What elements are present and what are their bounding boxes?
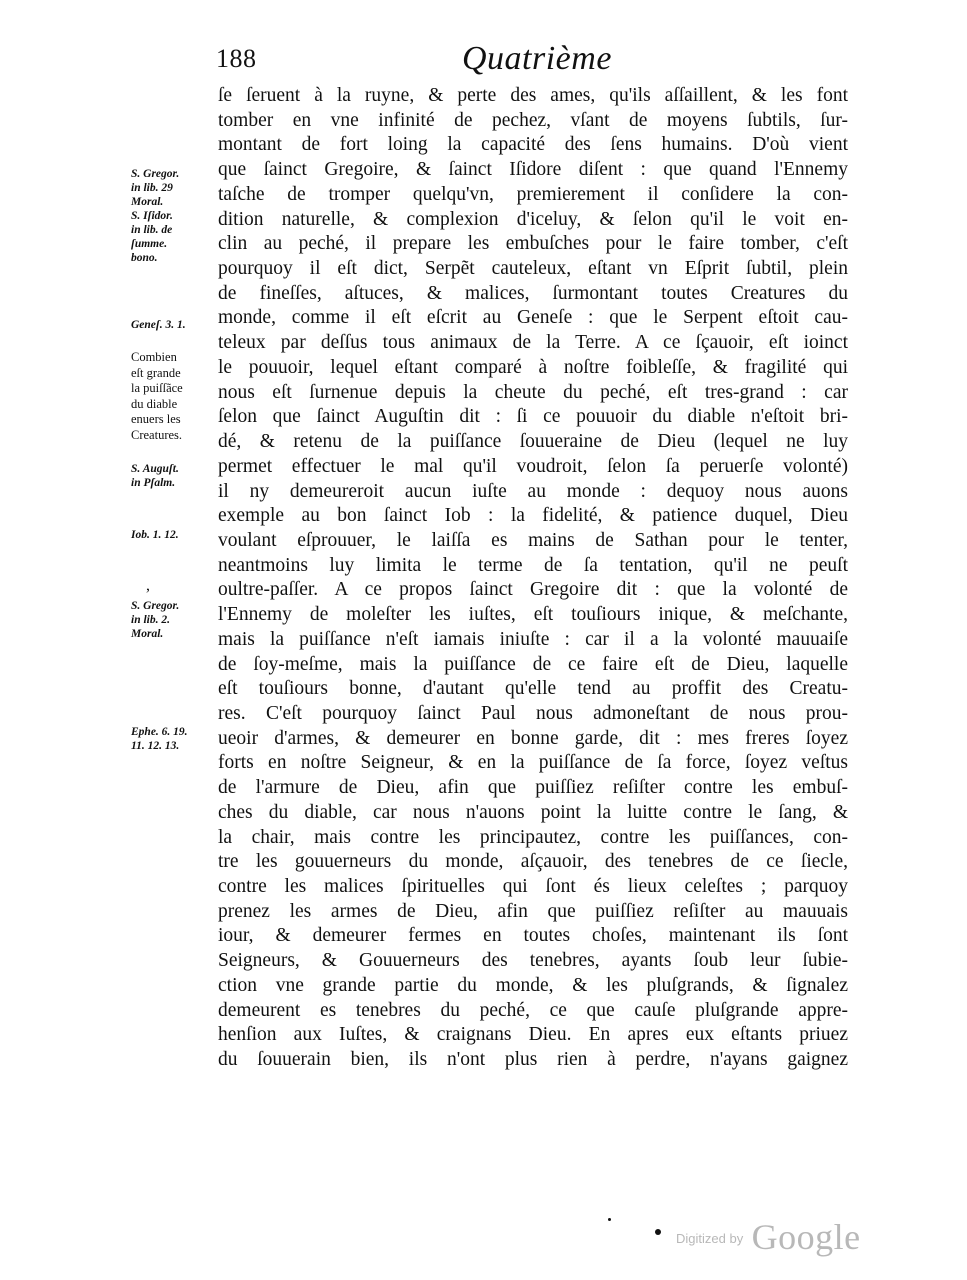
margin-note-line: Moral. bbox=[131, 628, 164, 640]
text-line: iour, & demeurer fermes en toutes choſes, maintenant ils ſont bbox=[218, 925, 848, 947]
text-line: demeurent es tenebres du peché, ce que cauſe pluſgrande appre- bbox=[218, 999, 848, 1021]
text-line: nous eſt ſurnenue depuis la cheute du peché, eſt tres-grand : car bbox=[218, 381, 848, 403]
text-line: permet effectuer le mal qu'il voudroit, ſelon ſa peruerſe volonté) bbox=[218, 455, 848, 477]
margin-note-line: Ephe. 6. 19. bbox=[131, 726, 188, 738]
text-line: il ny demeureroit aucun iuſte au monde : dequoy nous auons bbox=[218, 480, 848, 502]
text-line: forts en noſtre Seigneur, & en la puiſſance de ſa force, ſoyez veſtus bbox=[218, 752, 848, 774]
margin-note-line: bono. bbox=[131, 252, 158, 264]
text-line: dé, & retenu de la puiſſance ſouueraine de Dieu (lequel ne luy bbox=[218, 431, 848, 453]
margin-note-line: in lib. de bbox=[131, 224, 173, 236]
text-line: eſt touſiours bonne, d'autant qu'elle tend au proffit des Creatu- bbox=[218, 678, 848, 700]
text-line: de fineſſes, aſtuces, & malices, ſurmontant toutes Creatures du bbox=[218, 282, 848, 304]
text-line: exemple au bon ſainct Iob : la fidelité, & patience duquel, Dieu bbox=[218, 505, 848, 527]
text-line: ueoir d'armes, & demeurer en bonne garde, dit : mes freres ſoyez bbox=[218, 727, 848, 749]
text-line: tomber en vne infinité de pechez, vſant de moyens ſubtils, ſur- bbox=[218, 109, 848, 131]
margin-note-gregor-isidor bbox=[131, 167, 215, 265]
margin-note-job bbox=[131, 528, 215, 542]
text-line: Seigneurs, & Gouuerneurs des tenebres, ayants ſoub leur ſubie- bbox=[218, 950, 848, 972]
margin-note-line: S. Gregor. bbox=[131, 600, 180, 612]
margin-note-line: ſumme. bbox=[131, 238, 168, 250]
margin-note-line: in Pſalm. bbox=[131, 477, 176, 489]
text-line: oultre-paſſer. A ce propos ſainct Gregoire dit : que la volonté de bbox=[218, 579, 848, 601]
margin-note-genesis bbox=[131, 318, 215, 332]
text-line: taſche de tromper quelqu'vn, premierement il conſidere la con- bbox=[218, 183, 848, 205]
margin-note-line: Creatures. bbox=[131, 427, 183, 442]
google-watermark bbox=[676, 1216, 861, 1258]
margin-note-gregor-moral bbox=[131, 599, 215, 641]
margin-note-line: Geneſ. 3. 1. bbox=[131, 319, 186, 331]
text-line: voulant eſprouuer, le laiſſa es mains de Sathan pour le tenter, bbox=[218, 529, 848, 551]
text-line: tre les gouuerneurs du monde, aſçauoir, des tenebres de ce ſiecle, bbox=[218, 851, 848, 873]
text-line: ction vne grande partie du monde, & les pluſgrands, & ſignalez bbox=[218, 974, 848, 996]
margin-note-line: Moral. bbox=[131, 196, 164, 208]
margin-note-line: Iob. 1. 12. bbox=[131, 529, 179, 541]
margin-note-line: in lib. 2. bbox=[131, 614, 170, 626]
text-line: res. C'eſt pourquoy ſainct Paul nous admoneſtant de nous prou- bbox=[218, 702, 848, 724]
text-line: henſion aux Iuſtes, & craignans Dieu. En apres eux eſtants priuez bbox=[218, 1024, 848, 1046]
text-line: ches du diable, car nous n'auons point la luitte contre le ſang, & bbox=[218, 801, 848, 823]
text-line: de l'armure de Dieu, afin que puiſſiez reſiſter contre les embuſ- bbox=[218, 777, 848, 799]
running-title: Quatrième bbox=[462, 40, 612, 77]
text-line: l'Ennemy de moleſter les iuſtes, eſt touſiours inique, & meſchante, bbox=[218, 604, 848, 626]
margin-note-line: 11. 12. 13. bbox=[131, 740, 180, 752]
watermark-prefix: Digitized by bbox=[676, 1231, 744, 1246]
google-logo: Google bbox=[751, 1217, 861, 1257]
margin-summary-note bbox=[131, 350, 215, 443]
margin-note-line: S. Gregor. bbox=[131, 168, 180, 180]
text-line: prenez les armes de Dieu, afin que puiſſiez reſiſter au mauuais bbox=[218, 900, 848, 922]
margin-note-line: enuers les bbox=[131, 412, 181, 426]
text-line: le pouuoir, lequel eſtant comparé à noſtre foibleſſe, & fragilité qui bbox=[218, 356, 848, 378]
margin-note-line: du diable bbox=[131, 396, 178, 411]
margin-note-line: S. Auguſt. bbox=[131, 463, 179, 475]
ink-speck bbox=[655, 1229, 661, 1235]
margin-note-line: Combien bbox=[131, 350, 177, 364]
body-text bbox=[218, 84, 848, 1073]
text-line: teleux par deſſus tous animaux de la Terre. A ce ſçauoir, eſt ioinct bbox=[218, 332, 848, 354]
text-line: ſelon que ſainct Auguſtin dit : ſi ce pouuoir du diable n'eſtoit bri- bbox=[218, 406, 848, 428]
text-line: mais la puiſſance n'eſt iamais iniuſte : car il a la volonté mauuaiſe bbox=[218, 628, 848, 650]
text-line: contre les malices ſpirituelles qui ſont és lieux celeſtes ; parquoy bbox=[218, 876, 848, 897]
text-line: que ſainct Gregoire, & ſainct Iſidore diſent : que quand l'Ennemy bbox=[218, 159, 848, 181]
margin-note-ephesians bbox=[131, 725, 215, 753]
margin-note-line: S. Iſidor. bbox=[131, 210, 173, 222]
margin-note-line: eſt grande bbox=[131, 365, 181, 380]
ink-speck bbox=[608, 1218, 611, 1221]
margin-tick-mark: , bbox=[146, 577, 150, 594]
text-line: de ſoy-meſme, mais la puiſſance de ce faire eſt de Dieu, laquelle bbox=[218, 653, 848, 675]
text-line: neantmoins luy limita le terme de ſa tentation, qu'il ne peuſt bbox=[218, 554, 848, 576]
text-line: monde, comme il eſt eſcrit au Geneſe : que le Serpent eſtoit cau- bbox=[218, 307, 848, 329]
margin-note-line: la puiſſãce bbox=[131, 381, 183, 395]
margin-note-line: in lib. 29 bbox=[131, 182, 173, 194]
text-line: pourquoy il eſt dict, Serpẽt cauteleux, eſtant vn Eſprit ſubtil, plein bbox=[218, 258, 848, 280]
text-line: dition naturelle, & complexion d'iceluy, & ſelon qu'il le voit en- bbox=[218, 208, 848, 230]
page-number: 188 bbox=[216, 44, 257, 73]
text-line: la chair, mais contre les principautez, contre les puiſſances, con- bbox=[218, 826, 848, 848]
text-line: clin au peché, il prepare les embuſches pour le faire tomber, c'eſt bbox=[218, 233, 848, 255]
margin-note-augustin bbox=[131, 462, 215, 490]
text-line: ſe ſeruent à la ruyne, & perte des ames, qu'ils aſſaillent, & les font bbox=[218, 85, 848, 106]
text-line: du ſouuerain bien, ils n'ont plus rien à perdre, n'ayans gaignez bbox=[218, 1049, 848, 1071]
text-line: montant de fort loing la capacité des ſens humains. D'où vient bbox=[218, 134, 848, 156]
